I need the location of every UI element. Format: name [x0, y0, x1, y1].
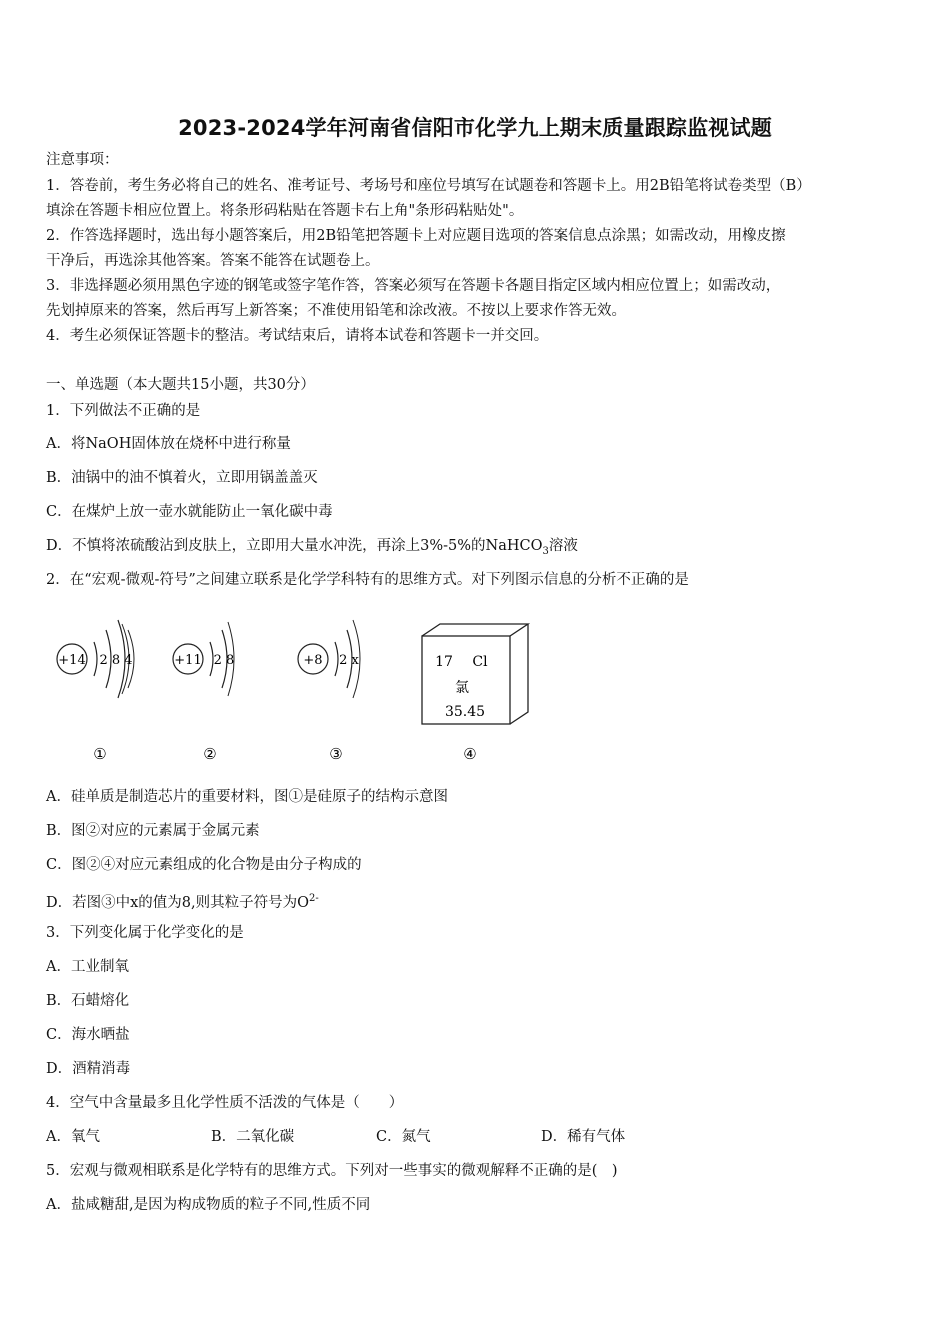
atomic-mass: 35.45	[444, 704, 486, 720]
question-5-option-a: A．盐咸糖甜,是因为构成物质的粒子不同,性质不同	[46, 1197, 371, 1213]
question-3-option-a: A．工业制氧	[46, 959, 129, 975]
question-2-stem: 2．在“宏观-微观-符号”之间建立联系是化学学科特有的思维方式。对下列图示信息的分析不正确的是	[46, 572, 689, 588]
question-4-option-a: A．氧气	[46, 1129, 100, 1145]
page-title: 2023-2024学年河南省信阳市化学九上期末质量跟踪监视试题	[178, 116, 772, 140]
option-d-text: D．不慎将浓硫酸沾到皮肤上，立即用大量水冲洗，再涂上3%-5%的NaHCO	[46, 538, 543, 554]
figure-label: ④	[463, 745, 477, 763]
atom-diagram-2	[173, 622, 234, 763]
question-2-option-a: A．硅单质是制造芯片的重要材料，图①是硅原子的结构示意图	[46, 789, 448, 805]
nucleus-label: +14	[58, 653, 86, 668]
nucleus-label: +11	[174, 653, 202, 668]
question-3-option-b: B．石蜡熔化	[46, 993, 130, 1009]
question-1-option-d	[46, 536, 578, 562]
question-3-option-d: D．酒精消毒	[46, 1061, 131, 1077]
question-1-option-a: A．将NaOH固体放在烧杯中进行称量	[46, 436, 291, 452]
option-d-text: D．若图③中x的值为8,则其粒子符号为O	[46, 894, 310, 911]
atomic-number: 17	[435, 654, 453, 670]
question-3-option-c: C．海水晒盐	[46, 1027, 130, 1043]
atom-structure-figure	[40, 612, 560, 772]
notice-line: 3．非选择题必须用黑色字迹的钢笔或签字笔作答，答案必须写在答题卡各题目指定区域内相应位置上；如需改动，	[46, 278, 781, 294]
question-3-stem: 3．下列变化属于化学变化的是	[46, 925, 244, 941]
question-4-option-c: C．氮气	[376, 1129, 431, 1145]
notice-line: 1．答卷前，考生务必将自己的姓名、准考证号、考场号和座位号填写在试题卷和答题卡上。用2B铅笔将试卷类型（B）	[46, 178, 811, 194]
notice-line: 先划掉原来的答案，然后再写上新答案；不准使用铅笔和涂改液。不按以上要求作答无效。	[46, 303, 626, 319]
figure-label: ③	[329, 745, 343, 763]
figure-label: ②	[203, 745, 217, 763]
question-4-option-b: B．二氧化碳	[211, 1129, 295, 1145]
notice-heading: 注意事项：	[46, 152, 119, 168]
notice-line: 填涂在答题卡相应位置上。将条形码粘贴在答题卡右上角"条形码粘贴处"。	[46, 203, 524, 219]
question-2-option-c: C．图②④对应元素组成的化合物是由分子构成的	[46, 857, 362, 873]
question-1-option-c: C．在煤炉上放一壶水就能防止一氧化碳中毒	[46, 504, 333, 520]
element-name: 氯	[455, 680, 469, 696]
question-4-option-d: D．稀有气体	[541, 1129, 626, 1145]
atom-diagram-3	[298, 620, 360, 763]
element-symbol: Cl	[472, 654, 488, 670]
question-4-options	[46, 1127, 906, 1147]
shell-electrons: 2 x	[339, 653, 359, 668]
nucleus-label: +8	[303, 653, 323, 668]
subscript: 3	[542, 545, 549, 557]
question-4-stem: 4．空气中含量最多且化学性质不活泼的气体是（ ）	[46, 1095, 404, 1111]
element-cell	[422, 624, 528, 763]
question-5-stem: 5．宏观与微观相联系是化学特有的思维方式。下列对一些事实的微观解释不正确的是( )	[46, 1163, 618, 1179]
question-2-option-d	[46, 889, 319, 913]
option-d-tail: 溶液	[548, 538, 578, 554]
shell-electrons: 2 8 4	[99, 653, 133, 668]
figure-label: ①	[93, 745, 107, 763]
notice-line: 4．考生必须保证答题卡的整洁。考试结束后，请将本试卷和答题卡一并交回。	[46, 328, 549, 344]
question-1-option-b: B．油锅中的油不慎着火，立即用锅盖盖灭	[46, 470, 318, 486]
question-1-stem: 1．下列做法不正确的是	[46, 403, 201, 419]
atom-diagram-1	[57, 620, 134, 763]
question-2-option-b: B．图②对应的元素属于金属元素	[46, 823, 260, 839]
notice-line: 2．作答选择题时，选出每小题答案后，用2B铅笔把答题卡上对应题目选项的答案信息点涂黑；如需改动，用橡皮擦	[46, 228, 786, 244]
notice-line: 干净后，再选涂其他答案。答案不能答在试题卷上。	[46, 253, 380, 269]
shell-electrons: 2 8	[213, 653, 235, 668]
superscript: 2-	[309, 893, 319, 904]
section-heading: 一、单选题（本大题共15小题，共30分）	[46, 377, 315, 393]
